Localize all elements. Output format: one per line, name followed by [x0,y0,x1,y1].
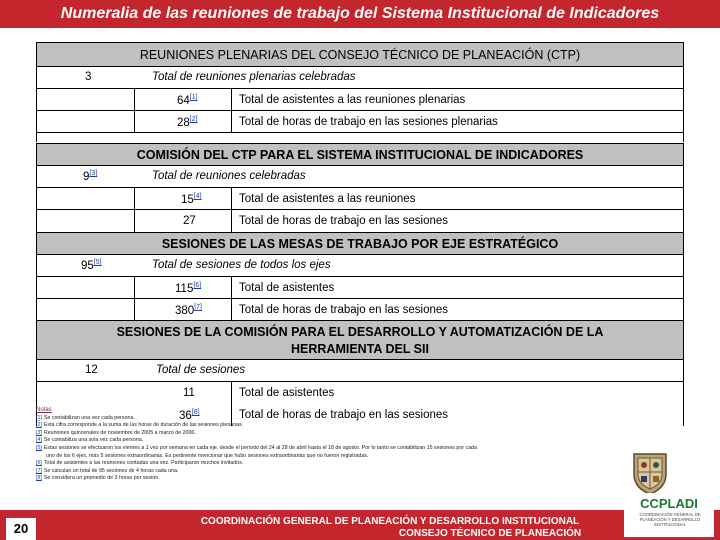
section-comision-ctp [36,143,684,233]
page-title: Numeralia de las reuniones de trabajo del Sistema Institucional de Indicadores [60,5,660,22]
footnote-text: Se contabiliza una sola vez cada persona. [43,437,144,444]
row-value: 28 [177,116,190,129]
main-label: Total de sesiones de todos los ejes [152,259,331,271]
column-divider [134,277,135,321]
main-label: Total de reuniones plenarias celebradas [152,71,356,83]
row-value: 380 [175,304,195,317]
row-label: Total de horas de trabajo en las sesiones [239,409,449,421]
main-label: Total de reuniones celebradas [152,170,306,182]
row-value: 115 [175,282,194,295]
footnote-link[interactable]: [8] [191,409,200,416]
footnote-item [36,437,676,445]
section-mesas-trabajo [36,232,684,323]
footnote-link[interactable]: [3] [89,170,98,177]
main-value: 3 [85,71,92,83]
section-heading: REUNIONES PLENARIAS DEL CONSEJO TÉCNICO DE PLANEACIÓN (CTP) [139,48,581,62]
main-value: 95 [81,259,94,272]
section-plenarias [36,42,684,142]
section-heading-line2: HERRAMIENTA DEL SII [291,342,429,356]
section-heading-line1: SESIONES DE LA COMISIÓN PARA EL DESARROLLO Y AUTOMATIZACIÓN DE LA [116,325,604,339]
row-label: Total de horas de trabajo en las sesiones [239,215,449,227]
main-label: Total de sesiones [156,364,246,376]
footnote-item [36,460,676,468]
footnotes [36,407,676,483]
footnote-item [36,422,676,430]
footnote-ref[interactable]: [8] [36,475,42,482]
footnote-ref[interactable]: [3] [36,429,42,436]
row-value: 27 [183,215,196,227]
column-divider [231,89,232,133]
footnote-item [36,415,676,423]
footnote-text: Se contabilizan una vez cada persona. [43,414,135,421]
footnote-ref[interactable]: [2] [36,422,42,429]
footnote-text: Se considera un promedio de 3 horas por sesión. [43,475,160,482]
column-divider [134,188,135,232]
footnote-text: Total de asistentes a las reuniones contadas una vez. Participaron muchos invitados. [43,460,244,467]
row-value: 11 [183,387,195,399]
main-row [37,166,683,188]
footnote-link[interactable]: [7] [194,304,202,311]
table-row [37,382,683,404]
row-value: 64 [177,94,190,107]
footnote-text: uno de los 6 ejes, más 5 sesiones extraordinarias. Es pertinente mencionar que hubo sesiones extraordinarias que no fueron registradas. [46,452,369,459]
section-heading-band [37,320,683,360]
column-divider [231,277,232,321]
notes-title: Notas [36,407,52,413]
footnote-text: Reuniones quincenales de noviembre de 2005 a marzo de 2006. [43,429,196,436]
footnote-ref[interactable]: [4] [36,437,42,444]
footnote-text: Se calculan un total de 95 sesiones de 4 horas cada una. [43,467,179,474]
footnote-item [36,430,676,438]
section-heading: COMISIÓN DEL CTP PARA EL SISTEMA INSTITUCIONAL DE INDICADORES [136,148,584,162]
row-label: Total de asistentes a las reuniones [239,193,416,205]
row-value: 15 [181,193,194,206]
main-row [37,255,683,277]
row-value: 36 [179,409,192,422]
footer-institution: COORDINACIÓN GENERAL DE PLANEACIÓN Y DESARROLLO INSTITUCIONAL [200,516,580,527]
footer-council: CONSEJO TÉCNICO DE PLANEACIÓN [398,528,582,539]
university-seal-icon [626,448,674,496]
main-row [37,360,683,382]
footnote-ref[interactable]: [6] [36,460,42,467]
column-divider [231,188,232,232]
section-heading-band [37,232,683,255]
main-row [37,67,683,89]
footnote-link[interactable]: [4] [193,193,202,200]
header-bar [0,0,720,28]
section-heading-band [37,143,683,166]
footnote-link[interactable]: [6] [193,282,202,289]
column-divider [134,89,135,133]
footnote-item [36,468,676,476]
row-label: Total de asistentes [239,387,335,399]
footnote-ref[interactable]: [7] [36,467,42,474]
footnote-link[interactable]: [1] [189,94,198,101]
footnote-text: Estas sesiones se efectuaron los viernes a 1 vez por semana en cada eje, desde el periodo del 24 al 28 de abril hasta el 18 de agosto. Por lo tanto se contabilizan 15 sesiones por cada [43,444,478,451]
section-heading: SESIONES DE LAS MESAS DE TRABAJO POR EJE ESTRATÉGICO [161,237,559,251]
row-label: Total de asistentes [239,282,335,294]
main-value: 9 [83,170,90,183]
footnote-link[interactable]: [5] [93,259,102,266]
logo-subtitle: COORDINACIÓN GENERAL DE PLANEACIÓN Y DESARROLLO INSTITUCIONAL [639,512,701,527]
footnote-ref[interactable]: [5] [36,444,42,451]
row-label: Total de horas de trabajo en las sesiones [239,304,449,316]
footnote-item [36,453,676,461]
logo-text: CCPLADI [640,496,698,511]
footnote-item [36,445,676,453]
section-heading-band [37,42,683,67]
page-number: 20 [6,518,36,540]
main-value: 12 [85,364,98,376]
footnote-ref[interactable]: [1] [36,414,42,421]
row-label: Total de asistentes a las reuniones plenarias [239,94,466,106]
footnote-link[interactable]: [2] [189,116,198,123]
row-label: Total de horas de trabajo en las sesiones plenarias [239,116,498,128]
footnote-text: Esta cifra corresponde a la suma de las horas de duración de las sesiones plenarias. [43,422,244,429]
footnote-item [36,475,676,483]
